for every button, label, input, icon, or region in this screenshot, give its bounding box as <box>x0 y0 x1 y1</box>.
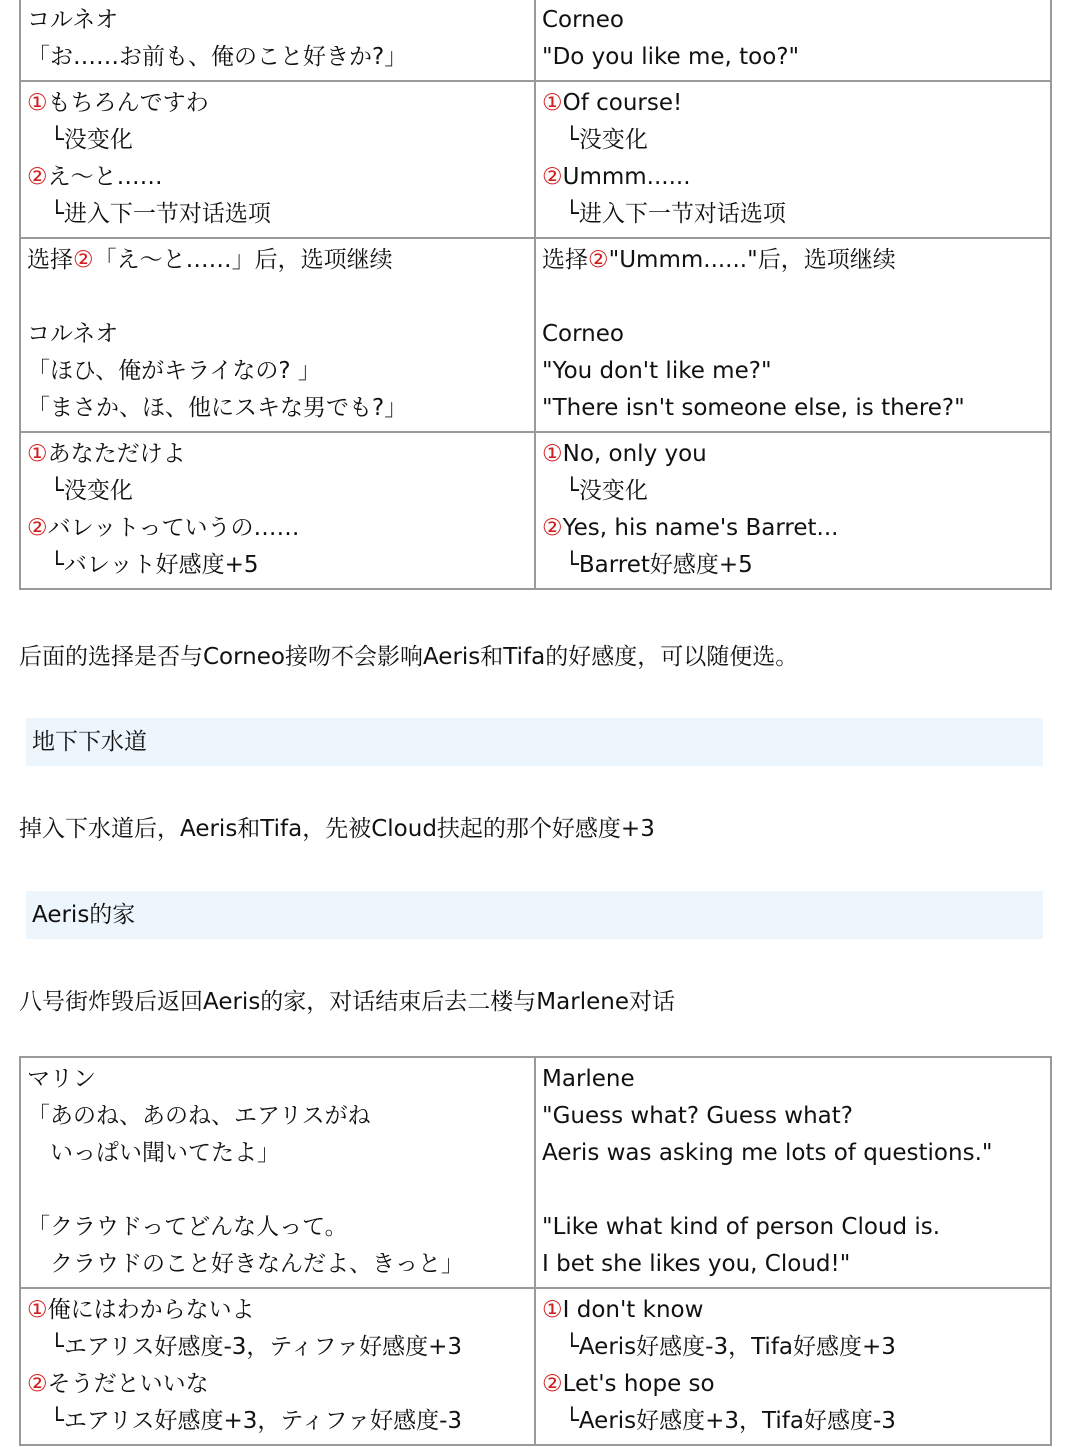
japanese-cell <box>20 81 535 238</box>
line-text: コルネオ <box>27 321 119 347</box>
option-number: ② <box>27 164 48 190</box>
line-text: Let's hope so <box>562 1371 715 1397</box>
table-body <box>20 1057 1051 1445</box>
option-number: ① <box>27 441 48 467</box>
line-text: Corneo <box>542 321 624 347</box>
japanese-cell <box>20 238 535 432</box>
option-number: ① <box>27 90 48 116</box>
text-line <box>27 1292 528 1329</box>
text-line <box>542 390 1044 427</box>
table-row <box>20 432 1051 589</box>
text-line <box>542 1061 1044 1098</box>
note-paragraph-kiss: 后面的选择是否与Corneo接吻不会影响Aeris和Tifa的好感度，可以随便选。 <box>19 644 799 670</box>
line-text: 「クラウドってどんな人って。 <box>27 1214 348 1240</box>
line-text: └バレット好感度+5 <box>27 552 259 578</box>
option-number: ② <box>27 515 48 541</box>
text-line <box>27 436 528 473</box>
text-line <box>27 390 528 427</box>
text-line <box>27 316 528 353</box>
english-cell <box>535 0 1051 81</box>
line-text: 俺にはわからないよ <box>47 1297 255 1323</box>
option-number: ① <box>542 1297 563 1323</box>
english-cell <box>535 81 1051 238</box>
table-row <box>20 0 1051 81</box>
line-text: └没变化 <box>542 127 648 153</box>
line-text: "Guess what? Guess what? <box>542 1103 853 1129</box>
line-text: └进入下一节对话选项 <box>27 201 271 227</box>
text-line <box>27 1403 528 1440</box>
line-text: No, only you <box>562 441 707 467</box>
line-text: └Aeris好感度-3，Tifa好感度+3 <box>542 1334 896 1360</box>
text-line <box>27 473 528 510</box>
text-line <box>542 436 1044 473</box>
line-text: "Like what kind of person Cloud is. <box>542 1214 941 1240</box>
option-number: ① <box>542 441 563 467</box>
blank-line <box>542 1172 1044 1209</box>
dialogue-table-marlene <box>19 1056 1052 1446</box>
line-text: クラウドのこと好きなんだよ、きっと」 <box>27 1251 464 1277</box>
line-text: 「お……お前も、俺のこと好きか?」 <box>27 44 408 70</box>
text-line <box>27 85 528 122</box>
line-text: マリン <box>27 1066 96 1092</box>
line-text: └没变化 <box>27 478 133 504</box>
text-line <box>27 159 528 196</box>
text-line <box>542 2 1044 39</box>
prefix-text: 选择 <box>542 247 588 273</box>
english-cell <box>535 1288 1051 1445</box>
english-cell <box>535 238 1051 432</box>
line-text: Of course! <box>562 90 683 116</box>
option-number: ② <box>542 515 563 541</box>
text-line <box>542 316 1044 353</box>
text-line <box>542 1135 1044 1172</box>
table-row <box>20 1288 1051 1445</box>
text-line <box>542 1098 1044 1135</box>
line-text: コルネオ <box>27 7 119 33</box>
section-heading-aeris-house: Aeris的家 <box>26 891 1043 939</box>
text-line <box>27 510 528 547</box>
line-text: └エアリス好感度+3，ティファ好感度-3 <box>27 1408 463 1434</box>
text-line <box>27 39 528 76</box>
text-line <box>542 122 1044 159</box>
japanese-cell <box>20 1288 535 1445</box>
text-line <box>27 196 528 233</box>
section-heading-sewer: 地下下水道 <box>26 718 1043 766</box>
line-text: Yes, his name's Barret... <box>562 515 839 541</box>
line-text: └没变化 <box>27 127 133 153</box>
text-line <box>542 473 1044 510</box>
text-line <box>27 122 528 159</box>
text-line <box>542 547 1044 584</box>
line-text: 「ほひ、俺がキライなの? 」 <box>27 358 321 384</box>
japanese-cell <box>20 0 535 81</box>
line-text: もちろんですわ <box>47 90 209 116</box>
text-line <box>542 1329 1044 1366</box>
line-text: いっぱい聞いてたよ」 <box>27 1140 280 1166</box>
text-line <box>27 1061 528 1098</box>
line-text: "You don't like me?" <box>542 358 772 384</box>
table-body <box>20 0 1051 589</box>
line-text: └Barret好感度+5 <box>542 552 753 578</box>
line-text: Corneo <box>542 7 624 33</box>
text-line <box>27 1366 528 1403</box>
text-line <box>27 1209 528 1246</box>
text-line <box>27 547 528 584</box>
table-row <box>20 81 1051 238</box>
line-text: え～と…… <box>47 164 163 190</box>
text-line <box>27 2 528 39</box>
text-line <box>27 242 528 279</box>
text-line <box>542 1292 1044 1329</box>
option-number: ① <box>542 90 563 116</box>
line-text: あなただけよ <box>47 441 186 467</box>
text-line <box>542 242 1044 279</box>
table-row <box>20 1057 1051 1288</box>
english-cell <box>535 432 1051 589</box>
text-line <box>542 1403 1044 1440</box>
text-line <box>542 85 1044 122</box>
text-line <box>542 39 1044 76</box>
line-text: Ummm...... <box>562 164 691 190</box>
line-text: └进入下一节对话选项 <box>542 201 786 227</box>
text-line <box>27 353 528 390</box>
line-text: └Aeris好感度+3，Tifa好感度-3 <box>542 1408 896 1434</box>
text-line <box>542 159 1044 196</box>
text-line <box>542 510 1044 547</box>
line-text: └エアリス好感度-3，ティファ好感度+3 <box>27 1334 463 1360</box>
line-text: 「まさか、ほ、他にスキな男でも?」 <box>27 395 408 421</box>
option-number: ① <box>27 1297 48 1323</box>
line-text: Aeris was asking me lots of questions." <box>542 1140 993 1166</box>
line-text: 「あのね、あのね、エアリスがね <box>27 1103 371 1129</box>
text-line <box>27 1098 528 1135</box>
english-cell <box>535 1057 1051 1288</box>
table-row <box>20 238 1051 432</box>
line-text: "Ummm......"后，选项继续 <box>608 247 896 273</box>
line-text: I bet she likes you, Cloud!" <box>542 1251 851 1277</box>
text-line <box>542 1209 1044 1246</box>
text-line <box>27 1329 528 1366</box>
blank-line <box>27 279 528 316</box>
note-paragraph-aeris-house: 八号街炸毁后返回Aeris的家，对话结束后去二楼与Marlene对话 <box>19 989 675 1015</box>
option-number: ② <box>27 1371 48 1397</box>
line-text: I don't know <box>562 1297 704 1323</box>
line-text: └没变化 <box>542 478 648 504</box>
dialogue-table-corneo <box>19 0 1052 590</box>
line-text: 「え～と……」后，选项继续 <box>93 247 393 273</box>
line-text: Marlene <box>542 1066 635 1092</box>
option-number: ② <box>588 247 609 273</box>
line-text: "There isn't someone else, is there?" <box>542 395 965 421</box>
text-line <box>542 353 1044 390</box>
blank-line <box>542 279 1044 316</box>
line-text: バレットっていうの…… <box>47 515 300 541</box>
text-line <box>27 1135 528 1172</box>
option-number: ② <box>542 164 563 190</box>
line-text: "Do you like me, too?" <box>542 44 800 70</box>
option-number: ② <box>542 1371 563 1397</box>
prefix-text: 选择 <box>27 247 73 273</box>
option-number: ② <box>73 247 94 273</box>
text-line <box>542 196 1044 233</box>
line-text: そうだといいな <box>47 1371 209 1397</box>
japanese-cell <box>20 432 535 589</box>
japanese-cell <box>20 1057 535 1288</box>
text-line <box>542 1246 1044 1283</box>
note-paragraph-sewer: 掉入下水道后，Aeris和Tifa，先被Cloud扶起的那个好感度+3 <box>19 816 655 842</box>
text-line <box>542 1366 1044 1403</box>
text-line <box>27 1246 528 1283</box>
blank-line <box>27 1172 528 1209</box>
